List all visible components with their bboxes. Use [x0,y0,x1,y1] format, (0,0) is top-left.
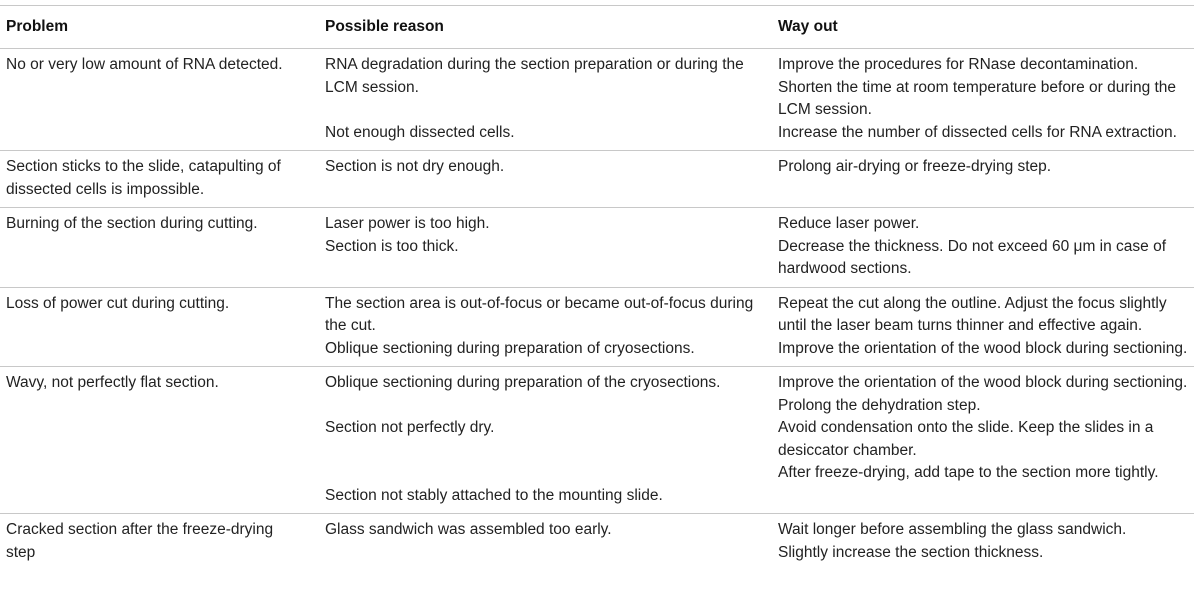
way-out-cell [765,49,1194,151]
reason-text: Glass sandwich was assembled too early. [325,521,612,538]
reason-text: Laser power is too high. [325,215,490,232]
spacer [325,440,759,463]
table-row [0,367,1194,514]
reason-cell [312,151,765,208]
spacer [325,462,759,485]
reason-text: Section is too thick. [325,237,459,255]
way-out-text: After freeze-drying, add tape to the section more tightly. [778,464,1159,481]
way-out-cell [765,151,1194,208]
way-out-text: Avoid condensation onto the slide. Keep the slides in a desiccator chamber. [778,419,1154,459]
table-row [0,151,1194,208]
way-out-text: Shorten the time at room temperature before or during the LCM session. [778,78,1177,118]
way-out-text: Improve the procedures for RNase decontamination. [778,56,1139,73]
reason-text: Oblique sectioning during preparation of the cryosections. [325,374,721,391]
table-row [0,208,1194,288]
header-way-out: Way out [778,18,838,35]
way-out-text: Decrease the thickness. Do not exceed 60 μm in case of hardwood sections. [778,237,1167,277]
table-row [0,49,1194,151]
problem-cell: Wavy, not perfectly flat section. [6,374,219,391]
reason-text: Oblique sectioning during preparation of cryosections. [325,339,695,357]
reason-cell [312,208,765,288]
problem-cell: Cracked section after the freeze-drying step [6,521,274,561]
problem-cell: Loss of power cut during cutting. [6,294,230,312]
way-out-text: Increase the number of dissected cells for RNA extraction. [778,123,1177,141]
table-row [0,514,1194,565]
header-possible-reason: Possible reason [325,18,444,35]
table-row [0,287,1194,367]
way-out-text: Slightly increase the section thickness. [778,543,1044,561]
way-out-text: Wait longer before assembling the glass sandwich. [778,521,1127,538]
way-out-cell [765,287,1194,367]
table-body [0,49,1194,565]
reason-text: Not enough dissected cells. [325,123,515,141]
reason-text: Section not perfectly dry. [325,419,495,436]
troubleshooting-table [0,5,1194,564]
problem-cell: Burning of the section during cutting. [6,215,258,232]
way-out-text: Improve the orientation of the wood block during sectioning. [778,339,1188,357]
way-out-cell [765,514,1194,565]
header-problem: Problem [6,18,69,35]
reason-cell [312,367,765,514]
spacer [325,99,759,122]
reason-cell [312,287,765,367]
reason-text: Section not stably attached to the mounting slide. [325,486,663,504]
problem-cell: Section sticks to the slide, catapulting of dissected cells is impossible. [6,158,281,198]
header-row [0,6,1194,49]
way-out-text: Prolong air-drying or freeze-drying step. [778,158,1052,175]
reason-cell [312,49,765,151]
way-out-text: Prolong the dehydration step. [778,396,981,414]
way-out-text: Improve the orientation of the wood block during sectioning. [778,374,1188,391]
reason-text: The section area is out-of-focus or became out-of-focus during the cut. [325,294,754,334]
way-out-cell [765,208,1194,288]
spacer [325,395,759,418]
reason-text: RNA degradation during the section preparation or during the LCM session. [325,56,744,96]
problem-cell: No or very low amount of RNA detected. [6,56,283,73]
reason-cell [312,514,765,565]
table-header [0,6,1194,49]
way-out-cell [765,367,1194,514]
way-out-text: Reduce laser power. [778,215,920,232]
reason-text: Section is not dry enough. [325,158,505,175]
way-out-text: Repeat the cut along the outline. Adjust the focus slightly until the laser beam turns thinner and effective again. [778,294,1167,334]
